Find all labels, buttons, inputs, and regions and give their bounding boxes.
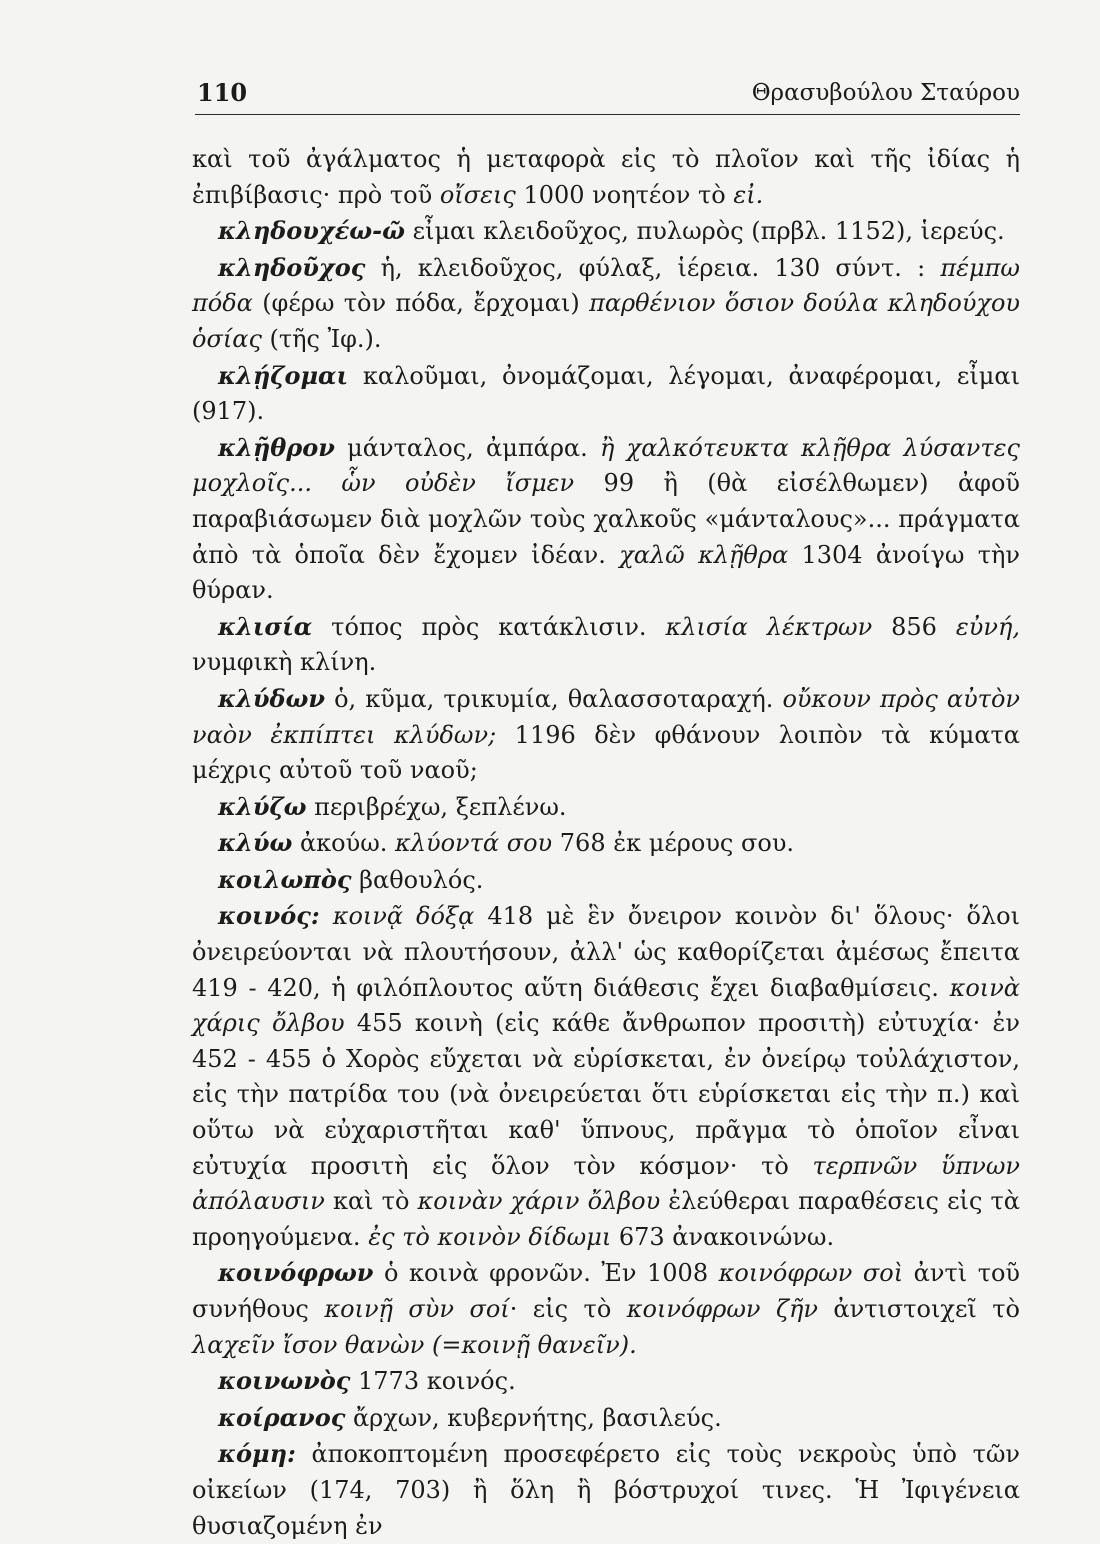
entry-text: ἀντὶ τοῦ συνήθους (192, 1259, 1021, 1323)
entry-text: καλοῦμαι, ὀνομάζομαι, λέγομαι, ἀναφέρομαι, εἶμαι (917). (192, 361, 1020, 426)
headword: κλύζω (218, 791, 307, 821)
dictionary-entry (192, 250, 1020, 358)
headword: κληδουχέω-ῶ (218, 216, 405, 246)
entry-text: ἀποκοπτομένη προσεφέρετο εἰς τοὺς νεκροὺς ὑπὸ τῶν οἰκείων (174, 703) ἢ ὅλη ἢ βόστρυχοί τινες. Ἡ Ἰφιγένεια θυσιαζομένη ἐν (192, 1440, 1020, 1540)
entry-text: εἶμαι κλειδοῦχος, πυλωρὸς (πρβλ. 1152), ἱερεύς. (404, 217, 1005, 246)
entry-text: ὁ, κῦμα, τρικυμία, θαλασσοταραχή. (324, 684, 783, 713)
entry-text: μάνταλος, ἀμπάρα. (334, 433, 601, 462)
entry-text: 1196 δὲν φθάνουν λοιπὸν τὰ κύματα μέχρις αὐτοῦ τοῦ ναοῦ; (192, 720, 1021, 785)
dictionary-entry (192, 1363, 1020, 1400)
dictionary-entry (192, 825, 1020, 862)
entry-text: (τῆς Ἰφ.). (261, 324, 382, 353)
entry-text: ὁ κοινὰ φρονῶν. Ἐν 1008 (373, 1259, 719, 1288)
italic-citation: οὔκουν πρὸς αὐτὸν ναὸν ἐκπίπτει κλύδων; (192, 684, 1020, 749)
entry-text: 673 ἀνακοινώνω. (611, 1222, 835, 1251)
entry-text: · εἰς τὸ (509, 1295, 627, 1323)
headword: κλισία (218, 611, 313, 641)
headword: κλῇθρον (218, 432, 335, 462)
headword: κοιλωπὸς (218, 864, 352, 894)
entry-text: ἄρχων, κυβερνήτης, βασιλεύς. (345, 1403, 722, 1432)
dictionary-entry (192, 609, 1020, 681)
dictionary-entry (192, 862, 1020, 899)
headword: κληδοῦχος (218, 252, 366, 282)
headword: κλύω (218, 828, 293, 858)
entry-text: καὶ τὸ (324, 1187, 418, 1216)
entry-text: 856 (872, 612, 956, 641)
entry-text: ἡ, κλειδοῦχος, φύλαξ, ἱέρεια. 130 σύντ. : (365, 253, 941, 282)
entry-text: 418 μὲ ἓν ὄνειρον κοινὸν δι' ὅλους· ὅλοι ὀνειρεύονται νὰ πλουτήσουν, ἀλλ' ὡς καθορίζεται ἀμέσως ἔπειτα 419 - 420, ἡ φιλόπλουτος αὕτη διάθεσις ἔχει διαβαθμίσεις. (192, 902, 1020, 1002)
dictionary-entry (192, 898, 1020, 1255)
headword: κλύδων (218, 683, 325, 713)
italic-citation: χαλῶ κλῇθρα (619, 540, 789, 569)
italic-citation: ἐς τὸ κοινὸν δίδωμι (368, 1222, 612, 1251)
entry-text: ἀντιστοιχεῖ τὸ (817, 1295, 1021, 1323)
headword: κοινωνὸς (218, 1366, 351, 1396)
italic-citation: κοινῇ σὺν σοί (324, 1295, 510, 1323)
dictionary-body (192, 142, 1020, 1544)
italic-citation: λαχεῖν ἴσον θανὼν (=κοινῇ θανεῖν). (192, 1330, 637, 1359)
italic-citation: παρθένιον ὅσιον δούλα κληδούχου ὁσίας (192, 289, 1021, 353)
entry-text: ἀκούω. (292, 829, 396, 858)
italic-citation: ἢ χαλκότευκτα κλῇθρα λύσαντες μοχλοῖς... ὧν οὐδὲν ἴσμεν (192, 433, 1020, 498)
dictionary-entry (192, 1255, 1020, 1363)
entry-text: καὶ τοῦ ἀγάλματος ἡ μεταφορὰ εἰς τὸ πλοῖον καὶ τῆς ἰδίας ἡ ἐπιβίβασις· πρὸ τοῦ (192, 145, 1020, 209)
dictionary-entry (192, 1436, 1020, 1544)
entry-text: (φέρω τὸν πόδα, ἔρχομαι) (252, 289, 590, 318)
headword: κόμη: (218, 1439, 296, 1469)
entry-text: 99 ἢ (θὰ εἰσέλθωμεν) ἀφοῦ παραβιάσωμεν διὰ μοχλῶν τοὺς χαλκοῦς «μάνταλους»... πράγματα ἀπὸ τὰ ὁποῖα δὲν ἔχομεν ἰδέαν. (192, 469, 1020, 569)
continuation-paragraph (192, 142, 1020, 213)
entry-text: 768 ἐκ μέρους σου. (552, 829, 795, 858)
italic-citation: κλύοντά σου (395, 829, 553, 858)
entry-text: τόπος πρὸς κατάκλισιν. (312, 612, 666, 641)
entry-text: 1000 νοητέον τὸ (515, 180, 734, 209)
dictionary-entry (192, 789, 1020, 826)
running-title: Θρασυβούλου Σταύρου (751, 80, 1020, 106)
entry-text: 1304 ἀνοίγω τὴν θύραν. (192, 540, 1021, 605)
italic-citation: πέμπω πόδα (192, 253, 1020, 318)
entry-text: νυμφικὴ κλίνη. (192, 648, 377, 677)
entry-text: βαθουλός. (351, 865, 484, 894)
italic-citation: κοινᾷ δόξᾳ (332, 902, 475, 931)
entry-text (320, 902, 333, 930)
headword: κοίρανος (218, 1402, 346, 1432)
page-number: 110 (197, 78, 248, 107)
headword: κοινόφρων (218, 1258, 374, 1288)
italic-citation: εὐνή, (955, 612, 1020, 641)
italic-citation: κλισία λέκτρων (665, 612, 873, 641)
dictionary-entry (192, 358, 1020, 430)
headword: κλῄζομαι (218, 360, 349, 390)
italic-citation: κοινὰν χάριν ὄλβου (417, 1187, 661, 1216)
italic-citation: εἰ. (733, 180, 764, 209)
entry-text: 455 κοινὴ (εἰς κάθε ἄνθρωπον προσιτὴ) εὐτυχία· ἐν 452 - 455 ὁ Χορὸς εὔχεται νὰ εὑρίσκεται, ἐν ὀνείρῳ τοὐλάχιστον, εἰς τὴν πατρίδα του (νὰ ὀνειρεύεται ὅτι εὑρίσκεται εἰς τὴν π.) καὶ οὕτω νὰ εὐχαριστῆται καθ' ὕπνους, πρᾶγμα τὸ ὁποῖον εἶναι εὐτυχία προσιτὴ εἰς ὅλον τὸν κόσμον· τὸ (192, 1009, 1020, 1180)
dictionary-entry (192, 681, 1020, 789)
italic-citation: κοινόφρων ζῆν (626, 1295, 818, 1323)
entry-text: ἐλεύθεραι παραθέσεις εἰς τὰ προηγούμενα. (192, 1187, 1020, 1251)
headword: κοινός: (218, 901, 320, 931)
dictionary-entry (192, 430, 1020, 609)
italic-citation: κοινὰ χάρις ὄλβου (192, 973, 1020, 1038)
italic-citation: τερπνῶν ὕπνων ἀπόλαυσιν (192, 1151, 1021, 1216)
entry-text: 1773 κοινός. (350, 1367, 516, 1396)
dictionary-entry (192, 213, 1020, 250)
page-header (195, 74, 1020, 115)
dictionary-entry (192, 1400, 1020, 1437)
italic-citation: κοινόφρων σοὶ (718, 1259, 904, 1288)
italic-citation: οἴσεις (439, 180, 516, 209)
entry-text: περιβρέχω, ξεπλένω. (306, 792, 567, 821)
